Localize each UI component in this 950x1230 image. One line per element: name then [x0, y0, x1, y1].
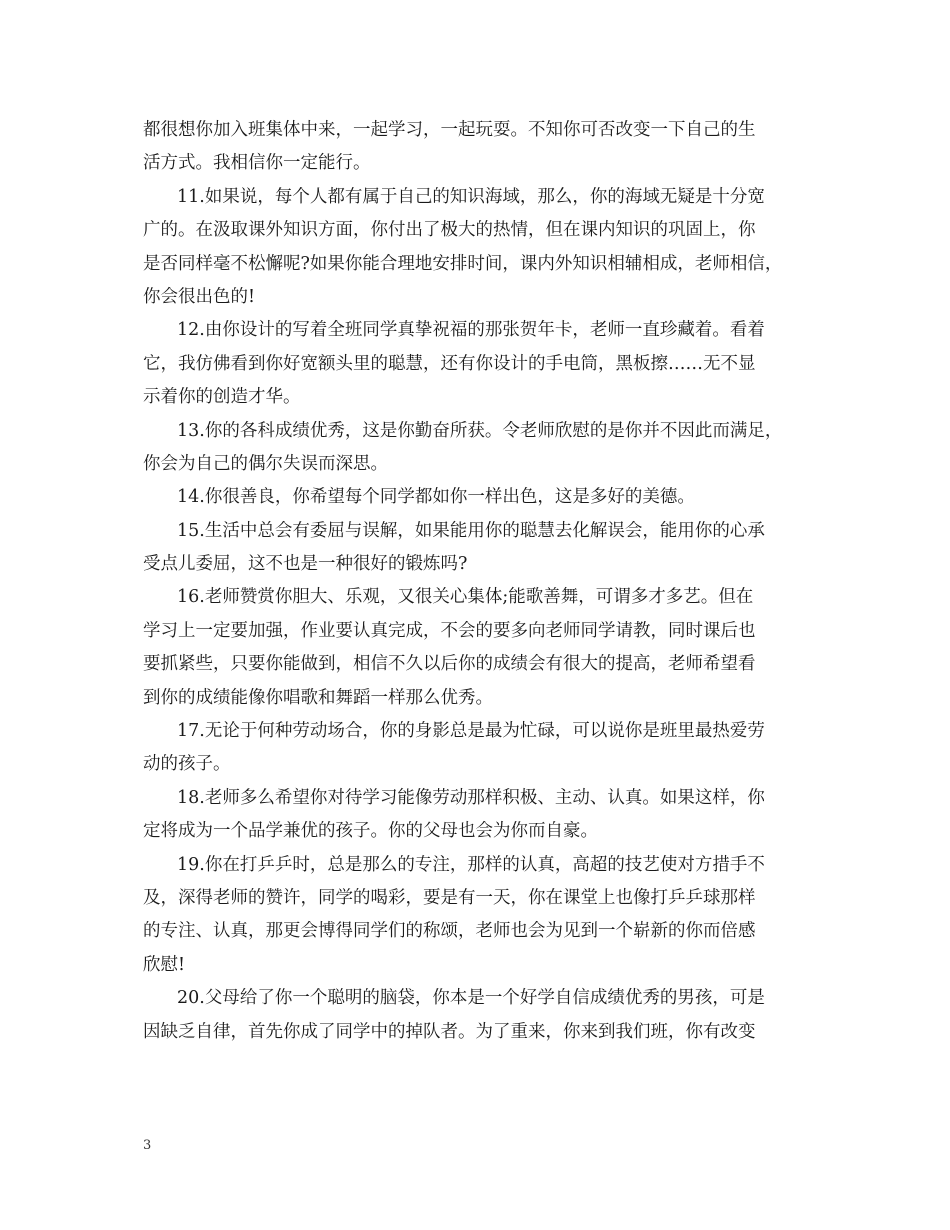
- paragraph-start-line: 11.如果说，每个人都有属于自己的知识海域，那么，你的海域无疑是十分宽: [177, 186, 765, 207]
- text-line: 广的。在汲取课外知识方面，你付出了极大的热情，但在课内知识的巩固上，你: [143, 220, 756, 241]
- text-line: 要抓紧些，只要你能做到，相信不久以后你的成绩会有很大的提高，老师希望看: [143, 654, 756, 675]
- paragraph-start-line: 12.由你设计的写着全班同学真挚祝福的那张贺年卡，老师一直珍藏着。看着: [177, 320, 765, 341]
- paragraph-start-line: 14.你很善良，你希望每个同学都如你一样出色，这是多好的美德。: [177, 487, 695, 508]
- paragraph-start-line: 15.生活中总会有委屈与误解，如果能用你的聪慧去化解误会，能用你的心承: [177, 520, 765, 541]
- paragraph-start-line: 13.你的各科成绩优秀，这是你勤奋所获。令老师欣慰的是你并不因此而满足，: [177, 420, 783, 441]
- page-number: 3: [143, 1138, 152, 1153]
- text-line: 是否同样毫不松懈呢?如果你能合理地安排时间，课内外知识相辅相成，老师相信，: [143, 253, 783, 274]
- text-line: 它，我仿佛看到你好宽额头里的聪慧，还有你设计的手电筒，黑板擦……无不显: [143, 353, 756, 374]
- paragraph-start-line: 18.老师多么希望你对待学习能像劳动那样积极、主动、认真。如果这样，你: [177, 787, 765, 808]
- text-line: 学习上一定要加强，作业要认真完成，不会的要多向老师同学请教，同时课后也: [143, 620, 756, 641]
- text-line: 到你的成绩能像你唱歌和舞蹈一样那么优秀。: [143, 687, 493, 708]
- text-line: 动的孩子。: [143, 754, 231, 775]
- paragraph-start-line: 20.父母给了你一个聪明的脑袋，你本是一个好学自信成绩优秀的男孩，可是: [177, 988, 765, 1009]
- text-line: 受点儿委屈，这不也是一种很好的锻炼吗?: [143, 554, 468, 575]
- paragraph-start-line: 16.老师赞赏你胆大、乐观，又很关心集体;能歌善舞，可谓多才多艺。但在: [177, 587, 754, 608]
- text-line: 欣慰!: [143, 954, 186, 975]
- text-line: 定将成为一个品学兼优的孩子。你的父母也会为你而自豪。: [143, 821, 598, 842]
- text-line: 示着你的创造才华。: [143, 387, 301, 408]
- text-line: 你会很出色的!: [143, 286, 256, 307]
- document-body: [143, 114, 808, 1049]
- paragraph-start-line: 19.你在打乒乒时，总是那么的专注，那样的认真，高超的技艺使对方措手不: [177, 854, 765, 875]
- text-line: 都很想你加入班集体中来，一起学习，一起玩耍。不知你可否改变一下自己的生: [143, 120, 756, 140]
- paragraph-start-line: 17.无论于何种劳动场合，你的身影总是最为忙碌，可以说你是班里最热爱劳: [177, 721, 765, 742]
- text-line: 因缺乏自律，首先你成了同学中的掉队者。为了重来，你来到我们班，你有改变: [143, 1021, 756, 1042]
- text-line: 的专注、认真，那更会博得同学们的称颂，老师也会为见到一个崭新的你而倍感: [143, 921, 756, 942]
- text-line: 你会为自己的偶尔失误而深思。: [143, 453, 388, 474]
- text-line: 及，深得老师的赞许，同学的喝彩，要是有一天，你在课堂上也像打乒乒球那样: [143, 887, 756, 908]
- text-line: 活方式。我相信你一定能行。: [143, 153, 371, 174]
